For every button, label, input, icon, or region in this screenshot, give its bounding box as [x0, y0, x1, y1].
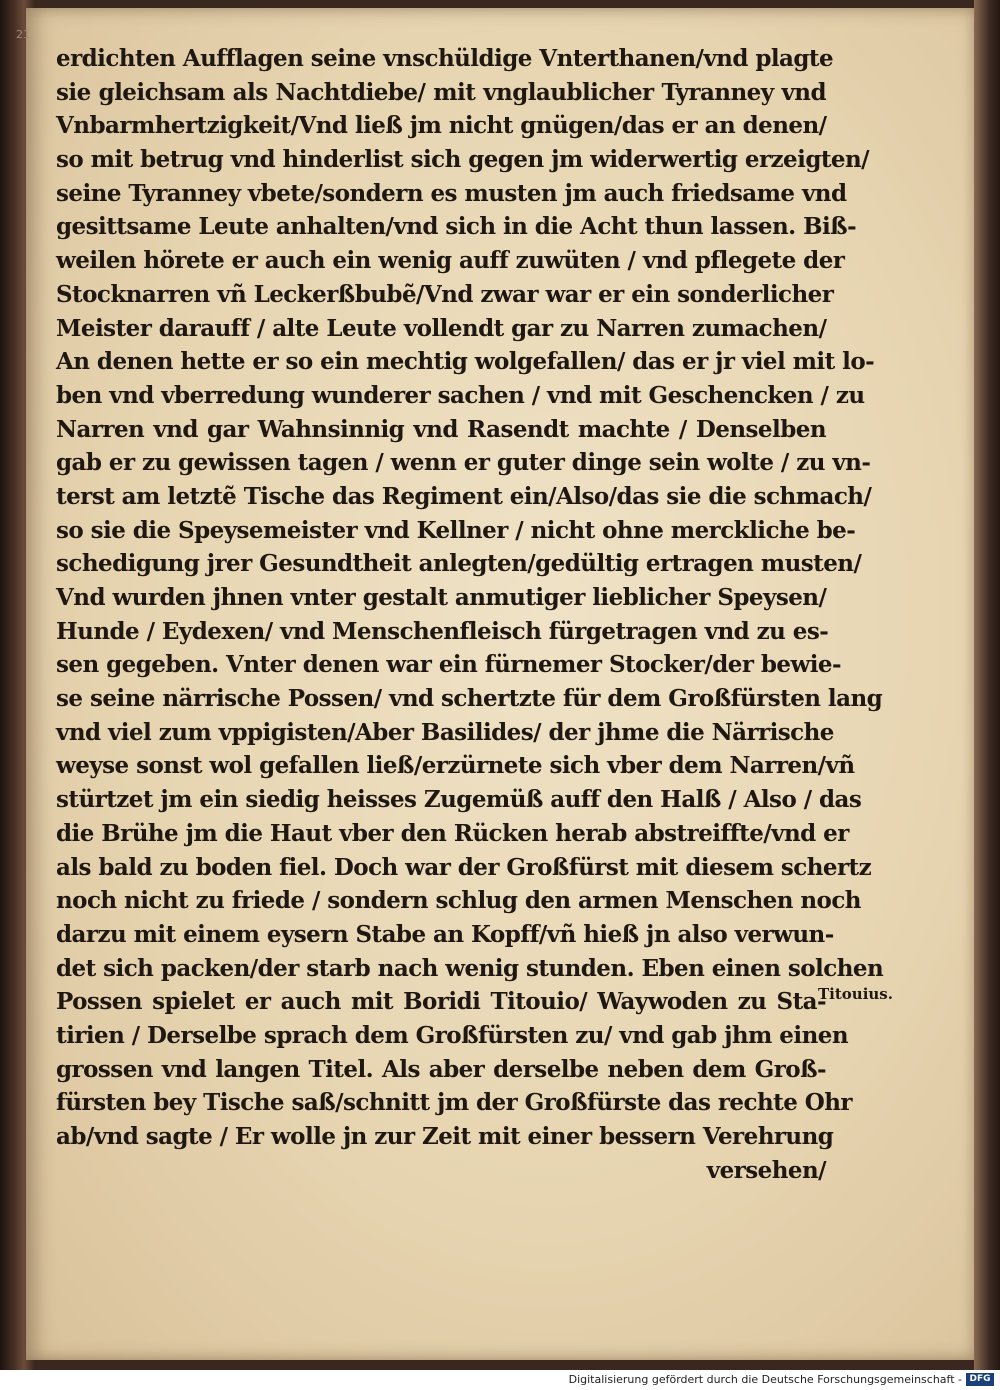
- text-line: se seine närrische Possen/ vnd schertzte für dem Großfürsten lang: [56, 685, 883, 713]
- text-line: noch nicht zu friede / sondern schlug den armen Menschen noch: [56, 887, 861, 915]
- text-line: Meister darauff / alte Leute vollendt gar zu Narren zumachen/: [56, 314, 827, 342]
- text-line: vnd viel zum vppigisten/Aber Basilides/ der jhme die Närrische: [56, 718, 834, 746]
- text-line: erdichten Aufflagen seine vnschüldige Vnterthanen/vnd plagte: [56, 45, 834, 72]
- footer-bar: [0, 1370, 1000, 1390]
- text-line: tirien / Derselbe sprach dem Großfürsten zu/ vnd gab jhm einen: [56, 1021, 848, 1049]
- text-line: als bald zu boden fiel. Doch war der Großfürst mit diesem schertz: [56, 853, 872, 881]
- text-line: so sie die Speysemeister vnd Kellner / nicht ohne merckliche be-: [56, 516, 856, 544]
- text-line: sie gleichsam als Nachtdiebe/ mit vnglaublicher Tyranney vnd: [56, 78, 826, 106]
- text-line: gab er zu gewissen tagen / wenn er guter dinge sein wolte / zu vn-: [56, 449, 871, 477]
- text-line: Narren vnd gar Wahnsinnig vnd Rasendt machte / Denselben: [56, 415, 826, 443]
- text-line: Vnbarmhertzigkeit/Vnd ließ jm nicht gnügen/das er an denen/: [56, 112, 827, 140]
- text-line: so mit betrug vnd hinderlist sich gegen jm widerwertig erzeigten/: [56, 146, 870, 174]
- text-line: seine Tyranney vbete/sondern es musten jm auch friedsame vnd: [56, 179, 847, 207]
- text-line: stürtzet jm ein siedig heisses Zugemüß auff den Halß / Also / das: [56, 786, 862, 814]
- funding-credit: Digitalisierung gefördert durch die Deutsche Forschungsgemeinschaft -: [568, 1373, 962, 1386]
- text-line: Stocknarren vñ Leckerßbubẽ/Vnd zwar war er ein sonderlicher: [56, 280, 834, 308]
- page-edge: [974, 0, 1000, 1370]
- text-line: Hunde / Eydexen/ vnd Menschenfleisch fürgetragen vnd zu es-: [56, 617, 829, 645]
- text-line: grossen vnd langen Titel. Als aber derselbe neben dem Groß-: [56, 1055, 826, 1083]
- text-line: det sich packen/der starb nach wenig stunden. Eben einen solchen: [56, 954, 884, 982]
- text-line: ben vnd vberredung wunderer sachen / vnd mit Geschencken / zu: [56, 381, 865, 409]
- text-line: Vnd wurden jhnen vnter gestalt anmutiger lieblicher Speysen/: [56, 584, 827, 611]
- text-line: ab/vnd sagte / Er wolle jn zur Zeit mit einer bessern Verehrung: [56, 1123, 834, 1150]
- catchword: versehen/: [706, 1156, 826, 1184]
- text-line: weyse sonst wol gefallen ließ/erzürnete sich vber dem Narren/vñ: [56, 752, 855, 780]
- text-line: darzu mit einem eysern Stabe an Kopff/vñ hieß jn also verwun-: [56, 920, 834, 948]
- dfg-logo-icon: DFG: [966, 1373, 994, 1386]
- text-line: Possen spielet er auch mit Boridi Titouio/ Waywoden zu Sta-: [56, 988, 826, 1016]
- text-line: weilen hörete er auch ein wenig auff zuwüten / vnd pflegete der: [56, 247, 845, 275]
- text-line: gesittsame Leute anhalten/vnd sich in die Acht thun lassen. Biß-: [56, 213, 857, 241]
- text-line: schedigung jrer Gesundtheit anlegten/gedültig ertragen musten/: [56, 550, 862, 578]
- text-line: die Brühe jm die Haut vber den Rücken herab abstreiffte/vnd er: [56, 819, 849, 847]
- text-line: fürsten bey Tische saß/schnitt jm der Großfürste das rechte Ohr: [56, 1089, 852, 1117]
- corner-mark: 21: [16, 28, 30, 41]
- text-line: An denen hette er so ein mechtig wolgefallen/ das er jr viel mit lo-: [56, 348, 875, 376]
- text-line: sen gegeben. Vnter denen war ein fürnemer Stocker/der bewie-: [56, 651, 841, 679]
- marginal-note: Titouius.: [818, 985, 893, 1003]
- text-line: terst am letztẽ Tische das Regiment ein/Also/das sie die schmach/: [56, 482, 872, 510]
